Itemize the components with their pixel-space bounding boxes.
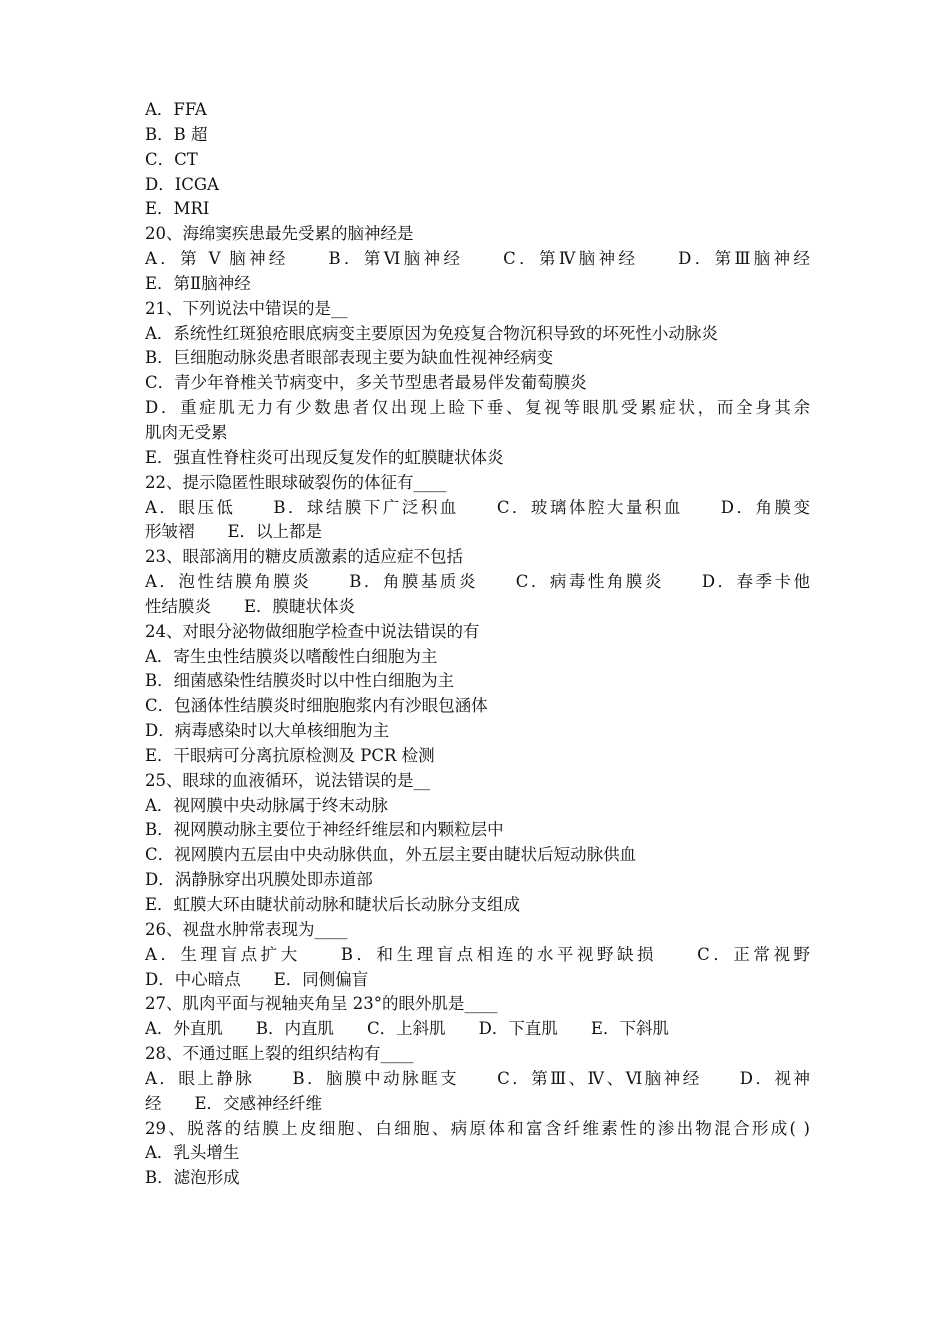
option-line: B．巨细胞动脉炎患者眼部表现主要为缺血性视神经病变	[145, 348, 554, 368]
option-line: A．眼压低 B．球结膜下广泛积血 C．玻璃体腔大量积血 D．角膜变	[145, 497, 810, 517]
option-line: 肌肉无受累	[145, 422, 228, 442]
question-27: 27、肌肉平面与视轴夹角呈 23°的眼外肌是____	[145, 994, 498, 1014]
option-line: A．泡性结膜角膜炎 B．角膜基质炎 C．病毒性角膜炎 D．春季卡他	[145, 572, 810, 592]
option-line: 形皱褶 E．以上都是	[145, 522, 323, 542]
question-20: 20、海绵窦疾患最先受累的脑神经是	[145, 224, 414, 244]
option-line: C．青少年脊椎关节病变中，多关节型患者最易伴发葡萄膜炎	[145, 373, 587, 393]
option-line: A．第 V 脑神经 B．第Ⅵ脑神经 C．第Ⅳ脑神经 D．第Ⅲ脑神经	[145, 249, 810, 269]
document-page	[145, 98, 810, 1191]
option-line: C．CT	[145, 149, 198, 169]
option-line: E．MRI	[145, 199, 210, 219]
option-line: D．病毒感染时以大单核细胞为主	[145, 721, 390, 741]
option-line: B．细菌感染性结膜炎时以中性白细胞为主	[145, 671, 455, 691]
option-line: A．外直肌 B．内直肌 C．上斜肌 D．下直肌 E．下斜肌	[145, 1019, 669, 1039]
option-line: C．包涵体性结膜炎时细胞胞浆内有沙眼包涵体	[145, 696, 488, 716]
question-23: 23、眼部滴用的糖皮质激素的适应症不包括	[145, 547, 463, 567]
option-line: A．眼上静脉 B．脑膜中动脉眶支 C．第Ⅲ、Ⅳ、Ⅵ脑神经 D．视神	[145, 1068, 810, 1088]
option-line: D．ICGA	[145, 174, 219, 194]
option-line: 性结膜炎 E．膜睫状体炎	[145, 596, 356, 616]
option-line: B．滤泡形成	[145, 1168, 240, 1188]
option-line: B．视网膜动脉主要位于神经纤维层和内颗粒层中	[145, 820, 504, 840]
option-line: E．强直性脊柱炎可出现反复发作的虹膜睫状体炎	[145, 447, 504, 467]
question-24: 24、对眼分泌物做细胞学检查中说法错误的有	[145, 621, 480, 641]
question-25: 25、眼球的血液循环，说法错误的是__	[145, 770, 430, 790]
option-line: A．寄生虫性结膜炎以嗜酸性白细胞为主	[145, 646, 438, 666]
option-line: A．FFA	[145, 100, 207, 119]
question-29: 29、脱落的结膜上皮细胞、白细胞、病原体和富含纤维素性的渗出物混合形成( )	[145, 1118, 810, 1138]
option-line: A．视网膜中央动脉属于终末动脉	[145, 795, 388, 815]
option-line: A．生理盲点扩大 B．和生理盲点相连的水平视野缺损 C．正常视野	[145, 944, 810, 964]
option-line: B．B 超	[145, 124, 208, 144]
option-line: A．系统性红斑狼疮眼底病变主要原因为免疫复合物沉积导致的坏死性小动脉炎	[145, 323, 718, 343]
option-line: E．第Ⅱ脑神经	[145, 273, 251, 293]
option-line: E．干眼病可分离抗原检测及 PCR 检测	[145, 745, 435, 765]
option-line: D．中心暗点 E．同侧偏盲	[145, 969, 369, 989]
option-line: D．重症肌无力有少数患者仅出现上睑下垂、复视等眼肌受累症状，而全身其余	[145, 398, 810, 418]
question-26: 26、视盘水肿常表现为____	[145, 919, 348, 939]
option-line: 经 E．交感神经纤维	[145, 1093, 323, 1113]
option-line: C．视网膜内五层由中央动脉供血，外五层主要由睫状后短动脉供血	[145, 845, 637, 865]
question-21: 21、下列说法中错误的是__	[145, 298, 348, 318]
option-line: E．虹膜大环由睫状前动脉和睫状后长动脉分支组成	[145, 895, 521, 914]
option-line: D．涡静脉穿出巩膜处即赤道部	[145, 870, 373, 890]
option-line: A．乳头增生	[145, 1143, 240, 1163]
question-22: 22、提示隐匿性眼球破裂伤的体征有____	[145, 472, 447, 492]
question-28: 28、不通过眶上裂的组织结构有____	[145, 1044, 414, 1064]
